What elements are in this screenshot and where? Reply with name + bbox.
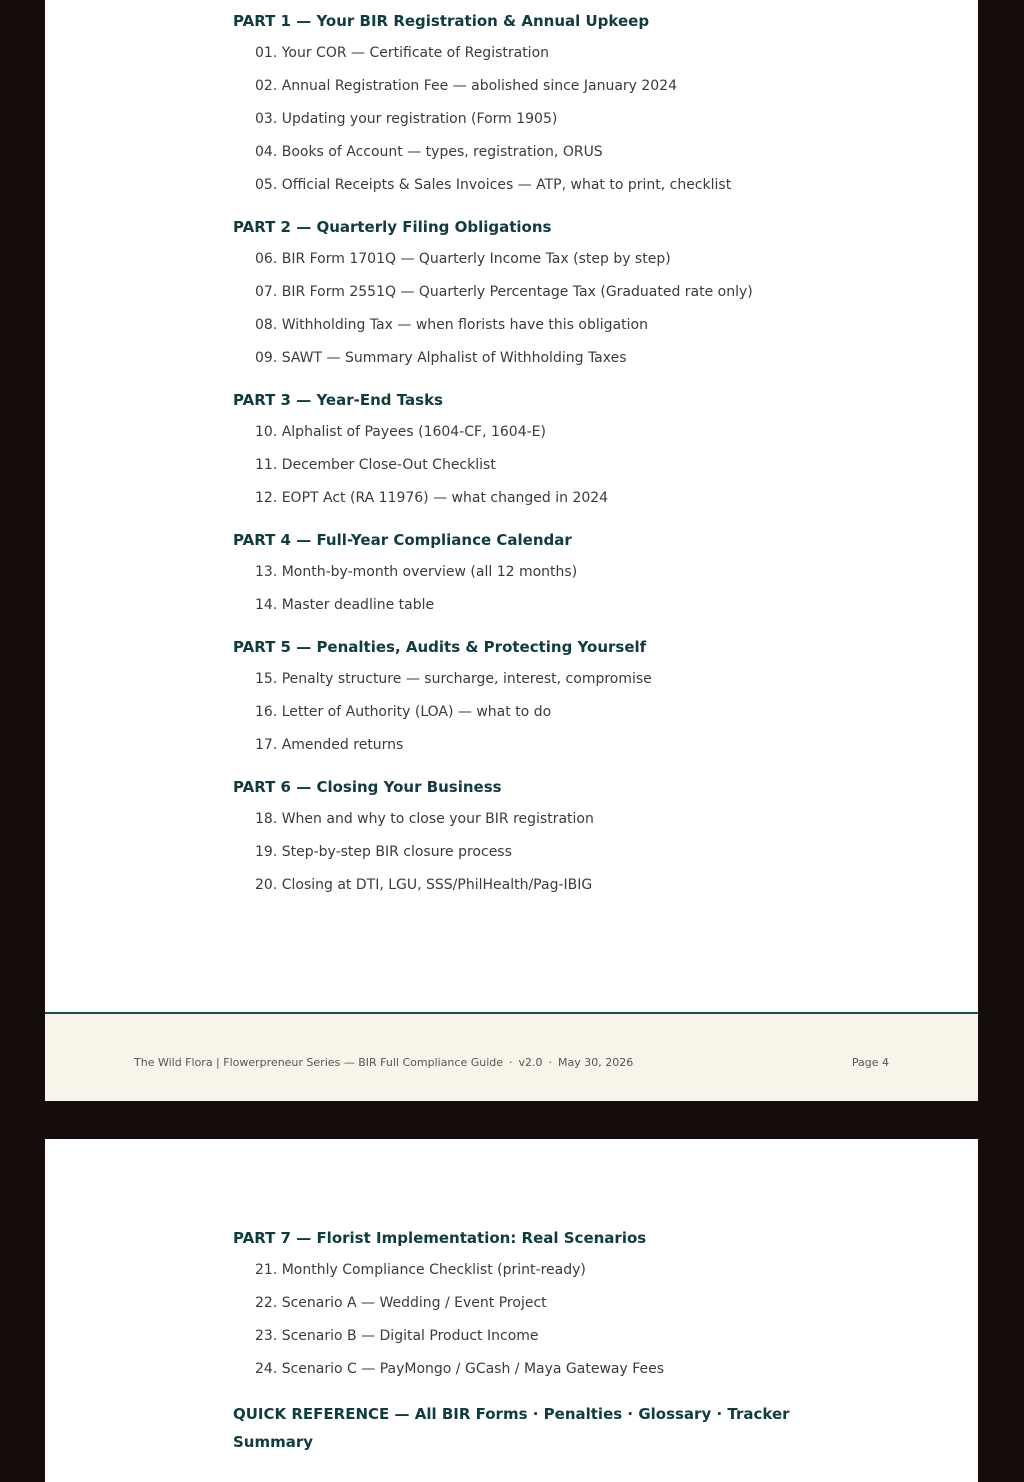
toc-entry: 19. Step-by-step BIR closure process: [255, 844, 512, 860]
toc-part-2: [233, 216, 898, 375]
toc-entry: 12. EOPT Act (RA 11976) — what changed in 2024: [255, 490, 609, 506]
part-heading: PART 4 — Full-Year Compliance Calendar: [233, 531, 572, 549]
toc-part-1: [233, 10, 898, 202]
part-heading: PART 5 — Penalties, Audits & Protecting Yourself: [233, 638, 647, 656]
part-heading: PART 6 — Closing Your Business: [233, 778, 502, 796]
toc-entry: 18. When and why to close your BIR registration: [255, 811, 594, 827]
toc-part-4: [233, 529, 898, 622]
toc-entry: 15. Penalty structure — surcharge, interest, compromise: [255, 671, 652, 687]
page-number: Page 4: [851, 1056, 889, 1069]
toc-part-6: [233, 776, 898, 902]
toc-entry: 14. Master deadline table: [255, 597, 435, 613]
quick-reference-heading: QUICK REFERENCE — All BIR Forms · Penalties · Glossary · Tracker Summary: [233, 1405, 790, 1451]
toc-part-7: [233, 1227, 898, 1386]
part-heading: PART 3 — Year-End Tasks: [233, 391, 443, 409]
toc-entry: 08. Withholding Tax — when florists have this obligation: [255, 317, 648, 333]
toc-part-5: [233, 636, 898, 762]
toc-entry: 17. Amended returns: [255, 737, 404, 753]
part-entries: [233, 1254, 898, 1386]
table-of-contents: [233, 10, 898, 916]
toc-entry: 20. Closing at DTI, LGU, SSS/PhilHealth/Pag-IBIG: [255, 877, 593, 893]
part-heading: PART 2 — Quarterly Filing Obligations: [233, 218, 552, 236]
table-of-contents: [233, 1227, 898, 1456]
toc-entry: 13. Month-by-month overview (all 12 months): [255, 564, 578, 580]
document-page-4: [45, 0, 978, 1012]
toc-entry: 07. BIR Form 2551Q — Quarterly Percentage Tax (Graduated rate only): [255, 284, 753, 300]
part-heading: PART 7 — Florist Implementation: Real Scenarios: [233, 1229, 647, 1247]
toc-entry: 03. Updating your registration (Form 1905): [255, 111, 558, 127]
footer-version: v2.0: [518, 1056, 543, 1069]
part-entries: [233, 243, 898, 375]
document-page-5: [45, 1139, 978, 1482]
toc-entry: 09. SAWT — Summary Alphalist of Withholding Taxes: [255, 350, 627, 366]
toc-entry: 04. Books of Account — types, registration, ORUS: [255, 144, 603, 160]
toc-entry: 23. Scenario B — Digital Product Income: [255, 1328, 539, 1344]
toc-entry: 24. Scenario C — PayMongo / GCash / Maya Gateway Fees: [255, 1361, 665, 1377]
toc-part-3: [233, 389, 898, 515]
toc-entry: 01. Your COR — Certificate of Registration: [255, 45, 550, 61]
part-entries: [233, 663, 898, 762]
part-entries: [233, 803, 898, 902]
page-footer: [45, 1012, 978, 1101]
footer-separator: ·: [548, 1056, 553, 1069]
toc-entry: 11. December Close-Out Checklist: [255, 457, 496, 473]
part-heading: PART 1 — Your BIR Registration & Annual Upkeep: [233, 12, 650, 30]
toc-entry: 06. BIR Form 1701Q — Quarterly Income Tax (step by step): [255, 251, 671, 267]
footer-date: May 30, 2026: [558, 1056, 634, 1069]
part-entries: [233, 556, 898, 622]
toc-entry: 02. Annual Registration Fee — abolished since January 2024: [255, 78, 678, 94]
footer-meta: [134, 1056, 633, 1069]
part-entries: [233, 37, 898, 202]
toc-entry: 22. Scenario A — Wedding / Event Project: [255, 1295, 547, 1311]
footer-guide-title: The Wild Flora | Flowerpreneur Series — BIR Full Compliance Guide: [134, 1056, 504, 1069]
toc-entry: 10. Alphalist of Payees (1604-CF, 1604-E): [255, 424, 546, 440]
toc-entry: 21. Monthly Compliance Checklist (print-ready): [255, 1262, 586, 1278]
toc-entry: 05. Official Receipts & Sales Invoices — ATP, what to print, checklist: [255, 177, 732, 193]
footer-separator: ·: [509, 1056, 513, 1069]
toc-entry: 16. Letter of Authority (LOA) — what to do: [255, 704, 552, 720]
part-entries: [233, 416, 898, 515]
